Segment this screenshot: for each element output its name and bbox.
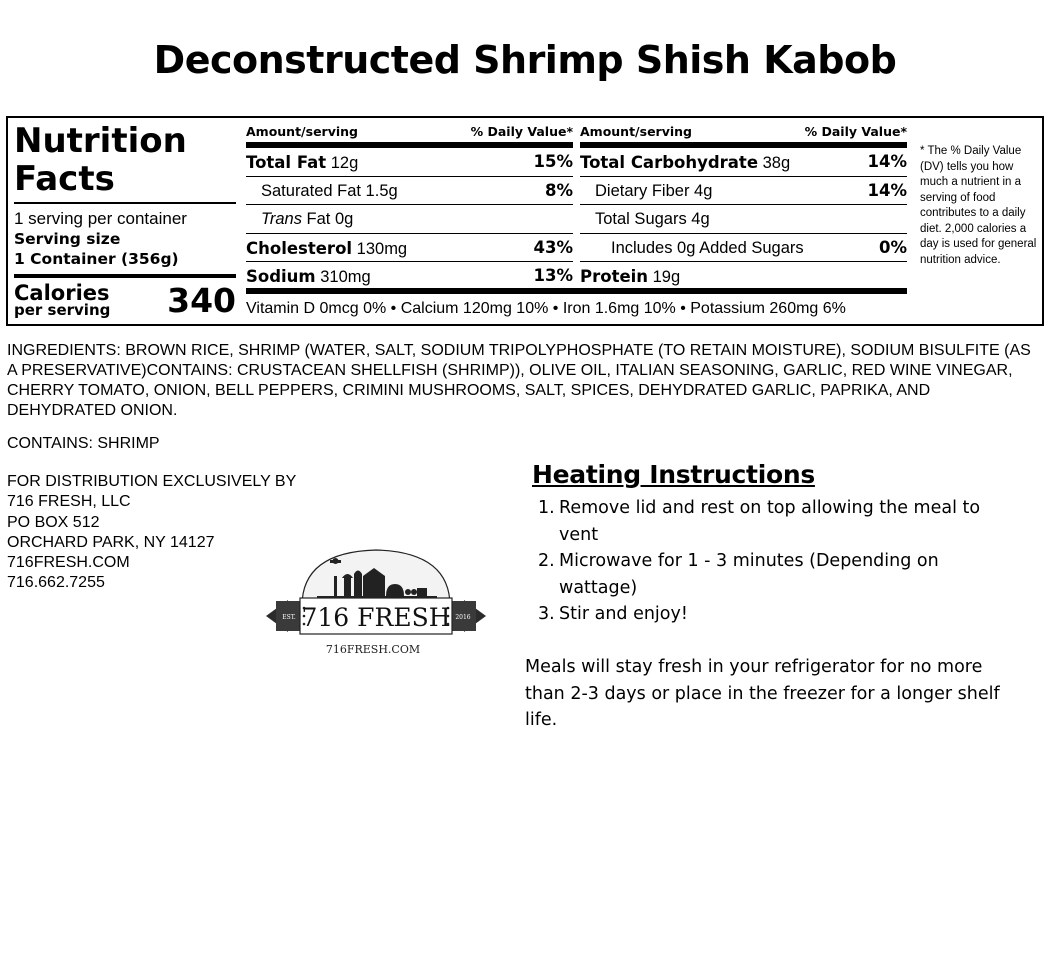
nutrient-column-right [580, 122, 907, 291]
distributor-line: 716FRESH.COM [7, 554, 130, 572]
dv-header: % Daily Value* [804, 124, 907, 139]
step-text: Remove lid and rest on top allowing the meal to vent [559, 498, 981, 545]
thick-divider [246, 288, 907, 294]
distributor-line: PO BOX 512 [7, 513, 100, 531]
logo-name: 716 FRESH [301, 603, 451, 632]
nutrient-dv: 14% [867, 180, 907, 200]
step-number: 3. [538, 604, 555, 624]
nutrient-dv: 8% [544, 180, 573, 200]
heating-steps-list [538, 495, 998, 628]
nutrient-amount: 12g [326, 154, 359, 172]
nutrient-row [580, 262, 907, 291]
nutrition-summary [14, 122, 236, 328]
nutrient-row [246, 234, 573, 263]
nutrient-name: Trans [261, 210, 302, 228]
nutrient-dv: 0% [878, 237, 907, 257]
calories-label: Calories [14, 281, 110, 305]
heating-step [538, 548, 998, 601]
amount-header: Amount/serving [246, 124, 358, 139]
heating-step [538, 601, 998, 628]
nutrition-heading-line1: Nutrition [14, 121, 187, 161]
nutrient-row [580, 148, 907, 177]
nutrient-amount: 38g [758, 154, 791, 172]
nutrient-name: Dietary Fiber 4g [595, 181, 713, 200]
distributor-line: 716.662.7255 [7, 574, 105, 592]
logo-est-right: 2016 [455, 614, 471, 621]
column-header [580, 122, 907, 140]
nutrient-amount: 19g [648, 268, 681, 286]
nutrient-name: Includes 0g Added Sugars [611, 238, 804, 257]
serving-size-label: Serving size [14, 230, 121, 248]
logo-est-left: EST. [282, 614, 296, 621]
nutrient-row [246, 177, 573, 206]
nutrient-dv: 15% [533, 152, 573, 171]
nutrient-row [580, 205, 907, 234]
nutrient-name: Saturated Fat 1.5g [261, 181, 398, 200]
nutrient-amount: 310mg [315, 268, 371, 286]
nutrient-amount: 130mg [352, 239, 408, 258]
servings-per-container: 1 serving per container [14, 209, 187, 228]
column-header [246, 122, 573, 140]
nutrient-name: Protein [580, 267, 649, 286]
amount-header: Amount/serving [580, 124, 692, 139]
step-number: 1. [538, 498, 555, 518]
nutrient-name: Sodium [246, 267, 316, 286]
divider [14, 202, 236, 204]
nutrient-row [580, 234, 907, 263]
calories-value: 340 [167, 281, 236, 320]
nutrient-dv: 43% [533, 237, 573, 257]
step-number: 2. [538, 551, 555, 571]
nutrition-heading-line2: Facts [14, 159, 115, 199]
nutrient-row [246, 205, 573, 234]
nutrition-facts-panel [6, 116, 1044, 326]
nutrient-row [580, 177, 907, 206]
nutrient-row [246, 262, 573, 291]
distributor-line: 716 FRESH, LLC [7, 493, 131, 511]
nutrient-dv: 13% [533, 266, 573, 285]
logo-url: 716FRESH.COM [325, 643, 421, 656]
allergen-statement: CONTAINS: SHRIMP [7, 435, 160, 452]
calories-block [14, 278, 236, 328]
brand-logo [262, 546, 490, 658]
heating-instructions-title: Heating Instructions [532, 460, 815, 489]
product-title: Deconstructed Shrimp Shish Kabob [153, 38, 897, 82]
heating-step [538, 495, 998, 548]
distributor-line: ORCHARD PARK, NY 14127 [7, 533, 215, 551]
freshness-note: Meals will stay fresh in your refrigerator for no more than 2-3 days or place in the freezer for a longer shelf life. [525, 657, 1000, 730]
vitamins-minerals: Vitamin D 0mcg 0% • Calcium 120mg 10% • Iron 1.6mg 10% • Potassium 260mg 6% [246, 300, 846, 317]
nutrient-name: Total Carbohydrate [580, 153, 759, 172]
daily-value-footnote: * The % Daily Value (DV) tells you how much a nutrient in a serving of food contributes to a daily diet. 2,000 calories a day is used for general nutrition advice. [920, 145, 1037, 266]
serving-size-value: 1 Container (356g) [14, 250, 179, 268]
nutrient-row [246, 148, 573, 177]
nutrient-name: Cholesterol [246, 238, 353, 258]
dv-header: % Daily Value* [470, 124, 573, 139]
nutrient-name: Total Sugars 4g [595, 210, 710, 228]
nutrient-amount: Fat 0g [301, 210, 354, 228]
distributor-info [7, 472, 296, 594]
step-text: Microwave for 1 - 3 minutes (Depending on wattage) [559, 551, 939, 598]
ingredients-text: INGREDIENTS: BROWN RICE, SHRIMP (WATER, SALT, SODIUM TRIPOLYPHOSPHATE (TO RETAIN MOISTURE), SODIUM BISULFITE (AS A PRESERVATIVE)CONTAINS: CRUSTACEAN SHELLFISH (SHRIMP)), OLIVE OIL, ITALIAN SEASONING, GARLIC, RED WINE VINEGAR, CHERRY TOMATO, ONION, BELL PEPPERS, CRIMINI MUSHROOMS, SALT, SPICES, DEHYDRATED GARLIC, PAPRIKA, AND DEHYDRATED ONION. [7, 342, 1031, 419]
nutrient-dv: 14% [867, 152, 907, 171]
step-text: Stir and enjoy! [559, 604, 688, 624]
nutrient-column-left [246, 122, 573, 291]
nutrient-name: Total Fat [246, 153, 327, 172]
distributor-line: FOR DISTRIBUTION EXCLUSIVELY BY [7, 473, 297, 490]
calories-sublabel: per serving [14, 301, 111, 319]
